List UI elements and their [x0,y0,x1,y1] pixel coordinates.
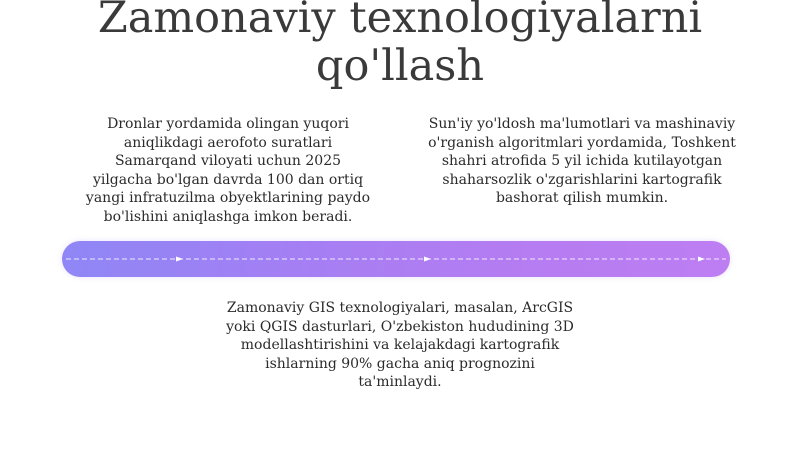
page-title-line-2: qo'llash [315,41,485,91]
text-block-drones [72,115,384,226]
text-line: yangi infratuzilma obyektlarining paydo [85,190,371,206]
timeline-arrow-icon [176,257,183,262]
text-line: shaharsozlik o'zgarishlarini kartografik [442,171,722,188]
text-line: Dronlar yordamida olingan yuqori [107,116,349,132]
timeline-arrow-icon [698,257,705,262]
timeline-arrow-icon [424,257,431,262]
text-line: ishlarning 90% gacha aniq prognozini [265,355,535,372]
text-line: yilgacha bo'lgan davrda 100 dan ortiq [92,171,364,188]
timeline-line-graphic [62,241,730,277]
text-line: bashorat qilish mumkin. [495,190,669,206]
text-block-satellite [412,115,752,208]
text-line: aniqlikdagi aerofoto suratlari [123,134,333,151]
text-block-gis [225,299,575,392]
page-title-line-1: Zamonaviy texnologiyalarni [97,0,703,43]
text-line: Zamonaviy GIS texnologiyalari, masalan, ArcGIS [226,300,574,316]
text-line: Sun'iy yo'ldosh ma'lumotlari va mashinaviy [428,116,736,132]
timeline-bar [62,241,730,277]
text-line: shahri atrofida 5 yil ichida kutilayotgan [441,153,723,169]
text-line: bo'lishini aniqlashga imkon beradi. [103,208,353,225]
text-line: ta'minlaydi. [358,374,442,390]
text-line: modellashtirishini va kelajakdagi kartografik [240,337,560,353]
text-line: yoki QGIS dasturlari, O'zbekiston hududining 3D [226,318,574,335]
text-line: Samarqand viloyati uchun 2025 [114,153,342,169]
text-line: o'rganish algoritmlari yordamida, Toshkent [428,134,736,151]
page-title [0,0,800,90]
